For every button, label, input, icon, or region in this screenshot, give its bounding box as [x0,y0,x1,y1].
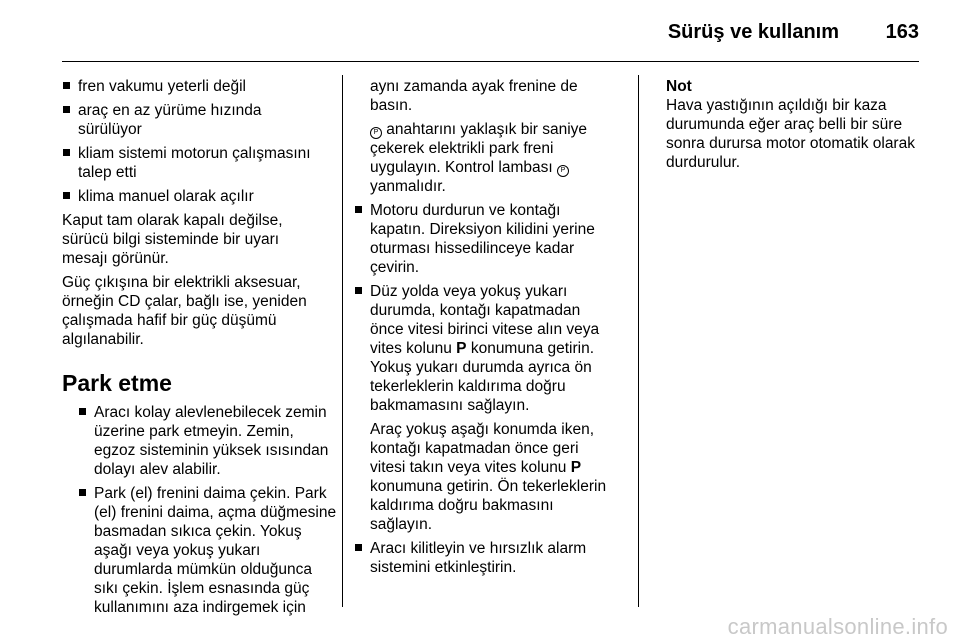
line: örneğin CD çalar, bağlı ise, yeniden [62,293,307,310]
paragraph-continuation [370,77,626,115]
bullet-list-conditions [62,77,334,206]
line: önce vitesi birinci vitese alın veya [370,321,600,338]
line-text: anahtarını yaklaşık bir saniye [382,121,588,138]
line: Aracı kolay alevlenebilecek zemin [94,404,327,421]
bullet-square-icon [63,82,70,89]
line: kullanımını aza indirgemek için [94,599,306,616]
line: Yokuş yukarı durumda ayrıca ön [370,359,592,376]
line: sürülüyor [78,121,142,138]
line: durumunda eğer araç belli bir süre [666,116,903,133]
bullet-engine-off [354,201,626,277]
line [370,120,626,139]
column-divider-2 [638,75,639,607]
line: çalışmada hafif bir güç düşümü [62,312,277,329]
bullet-item [62,403,334,479]
line: Düz yolda veya yokuş yukarı [370,283,568,300]
section-title: Sürüş ve kullanım [667,21,839,43]
line: araç en az yürüme hızında [78,102,262,119]
line: (el) frenini daima, açma düğmesine [94,504,337,521]
bullet-square-icon [63,106,70,113]
gear-position-p: P [456,340,467,357]
bullet-square-icon [79,408,86,415]
line-text: vitesi takın veya vites kolunu [370,459,571,476]
line: sağlayın. [370,516,433,533]
line: Güç çıkışına bir elektrikli aksesuar, [62,274,301,291]
parking-brake-indicator-icon: P [370,127,382,139]
bullet-item [62,77,334,96]
bullet-text [370,539,626,577]
line: aynı zamanda ayak frenine de [370,78,578,95]
note-title: Not [666,78,692,95]
line: sonra durursa motor otomatik olarak [666,135,915,152]
line: Park (el) frenini daima çekin. Park [94,485,327,502]
bullet-lock-alarm [354,539,626,577]
line: fren vakumu yeterli değil [78,78,246,95]
paragraph-electric-brake [370,120,626,196]
line: dolayı alev alabilir. [94,461,221,478]
bullet-item [62,484,337,617]
line-text: vites kolunu [370,340,457,357]
line: çekerek elektrikli park freni [370,140,554,157]
line: bakmamasını sağlayın. [370,397,530,414]
line: basın. [370,97,413,114]
line: oturması hissedilinceye kadar [370,240,575,257]
line [370,339,626,358]
line [370,158,626,177]
bullet-item [62,144,334,182]
bullet-square-icon [355,544,362,551]
line: talep etti [78,164,137,181]
line [370,458,626,477]
heading-park-etme: Park etme [62,370,172,396]
line: Hava yastığının açıldığı bir kaza [666,97,887,114]
line: tekerleklerin kaldırıma doğru [370,378,566,395]
line: sıkı çekin. İşlem esnasında güç [94,580,310,597]
line: Araç yokuş aşağı konumda iken, [370,421,595,438]
note-body [666,96,928,172]
bullet-text [370,201,626,277]
line: Aracı kilitleyin ve hırsızlık alarm [370,540,587,557]
line: durumlarda mümkün olduğunca [94,561,312,578]
bullet-square-icon [79,489,86,496]
column-divider-1 [342,75,343,607]
line: çevirin. [370,259,420,276]
line: kapatın. Direksiyon kilidini yerine [370,221,595,238]
bullet-flat-road [354,282,626,415]
line: Motoru durdurun ve kontağı [370,202,561,219]
watermark: carmanualsonline.info [727,614,948,639]
paragraph-downhill [370,420,626,534]
page-number: 163 [885,21,919,43]
line: kontağı kapatmadan önce geri [370,440,579,457]
line: kaldırıma doğru bakmasını [370,497,554,514]
line: Kaput tam olarak kapalı değilse, [62,212,283,229]
column-3 [666,77,928,172]
page-header [62,18,919,46]
line: mesajı görünür. [62,250,169,267]
bullet-item [62,187,334,206]
line: sistemini etkinleştirin. [370,559,517,576]
line: aşağı veya yokuş yukarı [94,542,261,559]
paragraph-power-outlet [62,273,334,349]
bullet-square-icon [63,192,70,199]
header-rule [62,61,919,62]
line: kliam sistemi motorun çalışmasını [78,145,311,162]
line: durumda, kontağı kapatmadan [370,302,581,319]
line: yanmalıdır. [370,178,446,195]
line: algılanabilir. [62,331,144,348]
line: basmadan sıkıca çekin. Yokuş [94,523,302,540]
column-1 [62,77,337,622]
line: konumuna getirin. Ön tekerleklerin [370,478,607,495]
bullet-list-parking [62,403,337,617]
line: klima manuel olarak açılır [78,188,254,205]
bullet-item [62,101,334,139]
parking-brake-indicator-icon: P [557,165,569,177]
column-2 [354,77,626,582]
line: egzoz sisteminin yüksek ısısından [94,442,329,459]
line: sürücü bilgi sisteminde bir uyarı [62,231,280,248]
bullet-square-icon [355,206,362,213]
paragraph-hood [62,211,334,268]
bullet-square-icon [63,149,70,156]
line: durdurulur. [666,154,741,171]
bullet-square-icon [355,287,362,294]
line: üzerine park etmeyin. Zemin, [94,423,294,440]
line-text: konumuna getirin. [466,340,595,357]
gear-position-p: P [570,459,582,476]
line-text: uygulayın. Kontrol lambası [370,159,557,176]
